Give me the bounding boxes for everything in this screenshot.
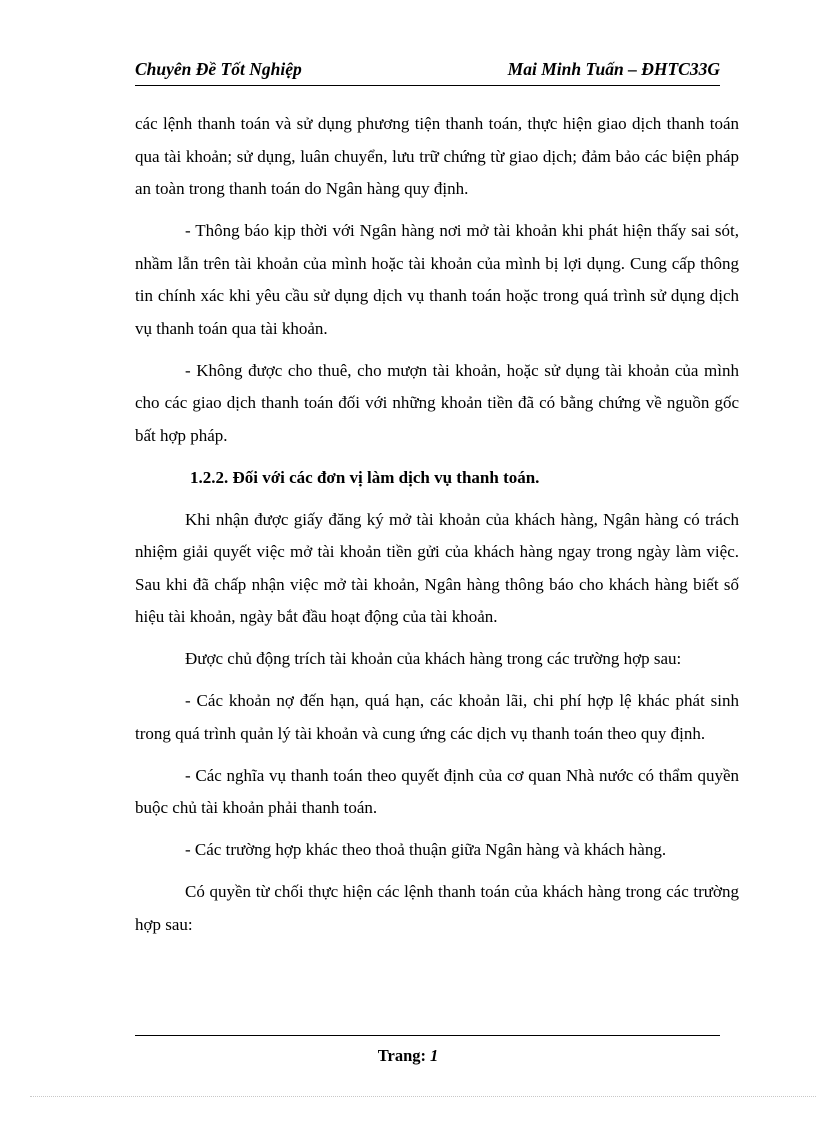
section-heading: 1.2.2. Đối với các đơn vị làm dịch vụ thanh toán. [190, 467, 540, 487]
paragraph-7: - Các nghĩa vụ thanh toán theo quyết định của cơ quan Nhà nước có thẩm quyền buộc chủ tài khoản phải thanh toán. [135, 765, 739, 817]
paragraph-4: Khi nhận được giấy đăng ký mở tài khoản của khách hàng, Ngân hàng có trách nhiệm giải quyết việc mở tài khoản tiền gửi của khách hàng ngay trong ngày làm việc. Sau khi đã chấp nhận việc mở tài khoản, Ngân hàng thông báo cho khách hàng biết số hiệu tài khoản, ngày bắt đầu hoạt động của tài khoản. [135, 509, 739, 626]
page-header [135, 55, 720, 86]
paragraph-9: Có quyền từ chối thực hiện các lệnh thanh toán của khách hàng trong các trường hợp sau: [135, 882, 739, 934]
header-document-title: Chuyên Đề Tốt Nghiệp [135, 59, 302, 79]
paragraph-5: Được chủ động trích tài khoản của khách hàng trong các trường hợp sau: [185, 649, 682, 668]
footer-page-label: Trang: [377, 1046, 427, 1065]
page-edge-divider [30, 1096, 816, 1097]
footer-divider [135, 1035, 720, 1036]
paragraph-3: - Không được cho thuê, cho mượn tài khoản, hoặc sử dụng tài khoản của mình cho các giao dịch thanh toán đối với những khoản tiền đã có bằng chứng về nguồn gốc bất hợp pháp. [135, 360, 739, 445]
header-author: Mai Minh Tuấn – ĐHTC33G [507, 59, 720, 79]
paragraph-8: - Các trường hợp khác theo thoả thuận giữa Ngân hàng và khách hàng. [185, 840, 667, 859]
page-footer [0, 1045, 816, 1067]
paragraph-6: - Các khoản nợ đến hạn, quá hạn, các khoản lãi, chi phí hợp lệ khác phát sinh trong quá trình quản lý tài khoản và cung ứng các dịch vụ thanh toán theo quy định. [135, 691, 739, 743]
footer-page-number: 1 [430, 1046, 439, 1065]
page-body [135, 108, 739, 951]
paragraph-2: - Thông báo kịp thời với Ngân hàng nơi mở tài khoản khi phát hiện thấy sai sót, nhầm lẫn trên tài khoản của mình hoặc tài khoản của mình bị lợi dụng. Cung cấp thông tin chính xác khi yêu cầu sử dụng dịch vụ thanh toán hoặc trong quá trình sử dụng dịch vụ thanh toán qua tài khoản. [135, 221, 739, 338]
paragraph-1: các lệnh thanh toán và sử dụng phương tiện thanh toán, thực hiện giao dịch thanh toán qua tài khoản; sử dụng, luân chuyển, lưu trữ chứng từ giao dịch; đảm bảo các biện pháp an toàn trong thanh toán do Ngân hàng quy định. [135, 114, 739, 198]
